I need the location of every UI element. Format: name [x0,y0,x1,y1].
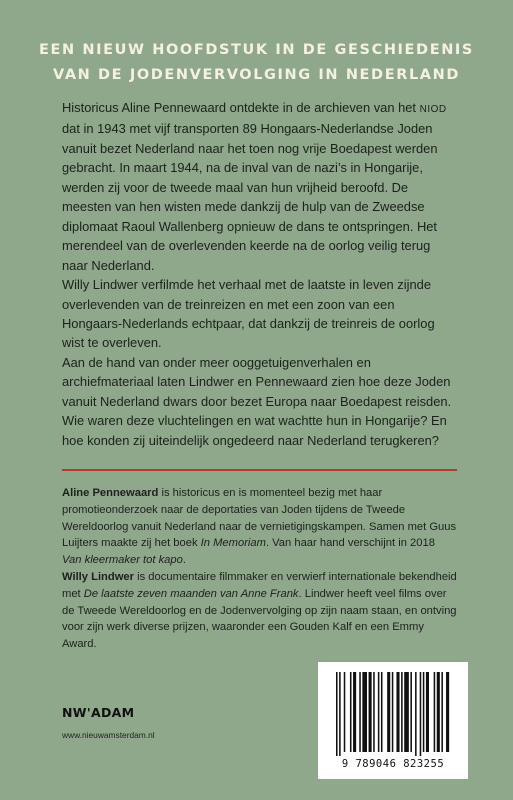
author-bios [62,485,457,653]
bio-aline-pennewaard [62,485,457,569]
book-title-kleermaker: Van kleermaker tot kapo [62,554,183,567]
author-name-pennewaard: Aline Pennewaard [62,487,159,499]
synopsis-paragraph-1 [62,98,457,275]
synopsis-paragraph-2: Willy Lindwer verfilmde het verhaal met de laatste in leven zijnde overlevenden van de treinreizen en met een zoon van een Hongaars-Nederlands echtpaar, dat dankzij de treinreis de oorlog wist te overleven. [62,277,435,351]
synopsis-p1-part-a: Historicus Aline Pennewaard ontdekte in de archieven van het [62,100,416,115]
book-title-anne-frank: De laatste zeven maanden van Anne Frank [83,587,299,600]
author-name-lindwer: Willy Lindwer [62,570,135,583]
headline-line-2: VAN DE JODENVERVOLGING IN NEDERLAND [53,67,460,83]
isbn-number: 9 789046 823255 [341,758,445,770]
niod-abbreviation: NIOD [419,104,447,115]
bio2-text-a: is documentaire filmmaker en verwierf internationale bekendheid met [62,570,457,600]
bio-willy-lindwer [62,569,457,653]
bio1-text-b: . Van haar hand verschijnt in 2018 [265,537,435,550]
headline-line-1: EEN NIEUW HOOFDSTUK IN DE GESCHIEDENIS [39,42,474,58]
publisher-logo: NW'ADAM [62,705,135,720]
barcode-bars [334,672,452,756]
red-divider [62,469,457,471]
barcode [318,662,468,779]
bio1-text-a: is historicus en is momenteel bezig met haar promotieonderzoek naar de deportaties van Joden tijdens de Tweede Wereldoorlog vanuit Nederland naar de vernietigingskampen. Samen met Guus Luijters maakte zij het boek [62,487,457,550]
bio1-text-c: . [182,554,186,567]
bio2-text-b: . Lindwer heeft veel films over de Tweede Wereldoorlog en de Jodenvervolging op zijn naam staan, en ontving voor zijn werk diverse prijzen, waaronder een Gouden Kalf en een Emmy Award. [62,587,457,651]
synopsis-p1-part-b: dat in 1943 met vijf transporten 89 Hongaars-Nederlandse Joden vanuit bezet Nederland naar het toen nog vrije Boedapest werden gebracht. In maart 1944, na de inval van de nazi’s in Hongarije, werden zij voor de tweede maal van hun vrijheid beroofd. De meesten van hen wisten mede dankzij de hulp van de Zweedse diplomaat Raoul Wallenberg opnieuw de dans te ontspringen. Het merendeel van de overlevenden keerde na de oorlog veilig terug naar Nederland. [62,121,438,273]
synopsis-paragraph-3: Aan de hand van onder meer ooggetuigenverhalen en archiefmateriaal laten Lindwer en Pennewaard zien hoe deze Joden vanuit Nederland dwars door bezet Europa naar Boedapest reisden. Wie waren deze vluchtelingen en wat wachtte hun in Hongarije? En hoe konden zij uiteindelijk ongedeerd naar Nederland terugkeren? [62,354,452,448]
book-title-in-memoriam: In Memoriam [200,537,266,550]
publisher-website: www.nieuwamsterdam.nl [62,730,155,740]
synopsis [62,98,457,450]
back-cover-headline [0,38,513,88]
